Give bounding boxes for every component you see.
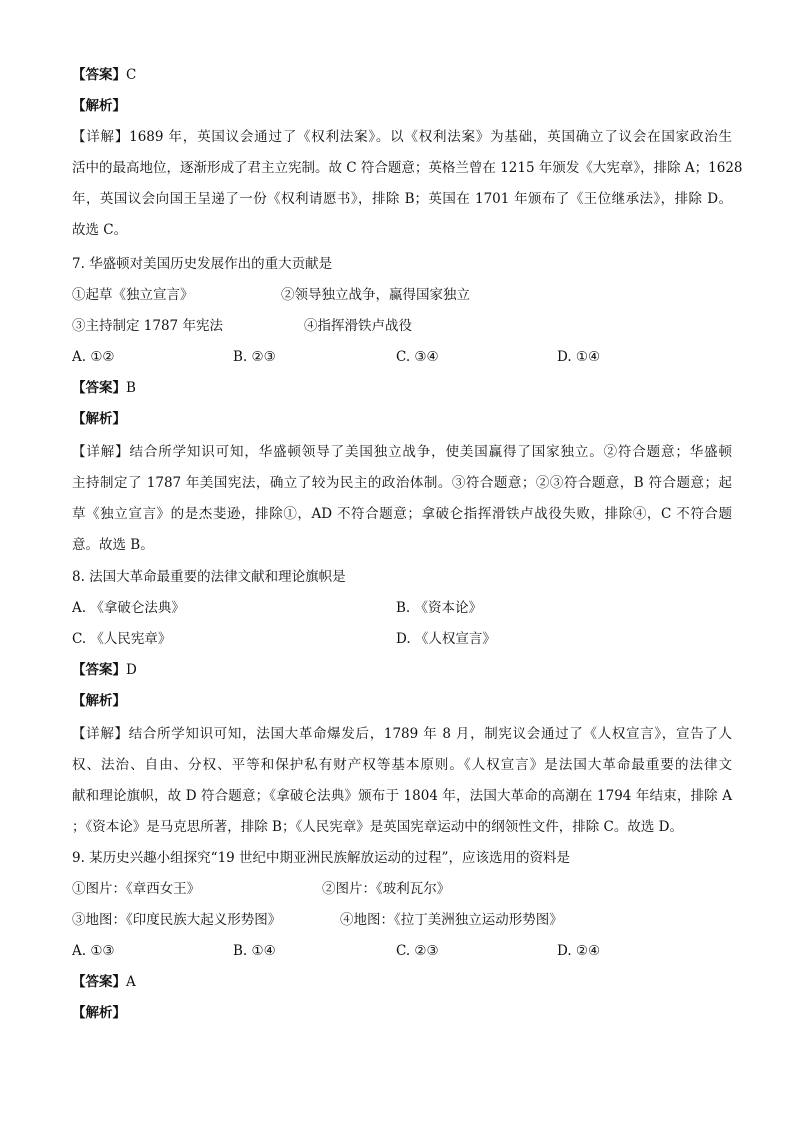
q8-detail-line: 【详解】结合所学知识可知，法国大革命爆发后，1789 年 8 月，制宪议会通过了《人权宣言》，宣告了人 (72, 726, 732, 742)
answer-value: B (126, 380, 136, 396)
q9-option-d: D. ②④ (557, 943, 601, 959)
q7-detail-line: 【详解】结合所学知识可知，华盛顿领导了美国独立战争，使美国赢得了国家独立。②符合题意；华盛顿 (72, 444, 732, 460)
q9-option-b: B. ①④ (233, 943, 276, 959)
q7-option-b: B. ②③ (233, 349, 276, 365)
q7-stem: 7. 华盛顿对美国历史发展作出的重大贡献是 (72, 256, 333, 272)
q9-item: ①图片：《章西女王》 (72, 881, 201, 897)
answer-tag: 【答案】 (72, 67, 126, 83)
q7-item: ③主持制定 1787 年宪法 (72, 318, 223, 334)
q7-option-c: C. ③④ (396, 349, 439, 365)
answer-tag: 【答案】 (72, 974, 126, 990)
q7-option-a: A. ①② (72, 349, 115, 365)
answer-tag: 【答案】 (72, 662, 126, 678)
q8-option-b: B. 《资本论》 (396, 600, 483, 616)
q8-stem: 8. 法国大革命最重要的法律文献和理论旗帜是 (72, 569, 346, 585)
q8-option-c: C. 《人民宪章》 (72, 631, 172, 647)
q6-detail-line: 故选 C。 (72, 222, 128, 238)
q8-detail-line: 权、法治、自由、分权、平等和保护私有财产权等基本原则。《人权宣言》是法国大革命最重要的法律文 (72, 757, 732, 773)
q7-item: ②领导独立战争，赢得国家独立 (281, 287, 470, 303)
q8-option-d: D. 《人权宣言》 (396, 631, 496, 647)
q7-detail-line: 意。故选 B。 (72, 537, 154, 553)
q7-item: ①起草《独立宣言》 (72, 287, 194, 303)
q6-detail-line: 活中的最高地位，逐渐形成了君主立宪制。故 C 符合题意；英格兰曾在 1215 年颁发《大宪章》，排除 A；1628 (72, 160, 743, 176)
answer-value: C (126, 67, 137, 83)
q9-item: ④地图：《拉丁美洲独立运动形势图》 (340, 912, 563, 928)
q6-answer (72, 65, 732, 85)
q9-stem: 9. 某历史兴趣小组探究“19 世纪中期亚洲民族解放运动的过程”，应该选用的资料是 (72, 850, 570, 866)
q9-item: ③地图：《印度民族大起义形势图》 (72, 912, 282, 928)
q6-detail-line: 【详解】1689 年，英国议会通过了《权利法案》。以《权利法案》为基础，英国确立了议会在国家政治生 (72, 129, 732, 145)
q9-analysis-heading: 【解析】 (72, 1005, 126, 1021)
q8-option-a: A. 《拿破仑法典》 (72, 600, 185, 616)
q7-answer (72, 378, 732, 398)
q8-answer (72, 660, 732, 680)
q7-analysis-heading: 【解析】 (72, 411, 126, 427)
q8-detail-line: ；《资本论》是马克思所著，排除 B；《人民宪章》是英国宪章运动中的纲领性文件，排除 C。故选 D。 (72, 819, 683, 835)
q7-option-d: D. ①④ (557, 349, 601, 365)
q9-option-a: A. ①③ (72, 943, 115, 959)
q9-option-c: C. ②③ (396, 943, 439, 959)
answer-value: A (126, 974, 136, 990)
q7-detail-line: 主持制定了 1787 年美国宪法，确立了较为民主的政治体制。③符合题意；②③符合题意，B 符合题意；起 (72, 475, 732, 491)
q9-item: ②图片：《玻利瓦尔》 (322, 881, 451, 897)
answer-tag: 【答案】 (72, 380, 126, 396)
q7-detail-line: 草《独立宣言》的是杰斐逊，排除①，AD 不符合题意；拿破仑指挥滑铁卢战役失败，排除④，C 不符合题 (72, 506, 732, 522)
q8-detail-line: 献和理论旗帜，故 D 符合题意；《拿破仑法典》颁布于 1804 年，法国大革命的高潮在 1794 年结束，排除 A (72, 788, 732, 804)
q6-detail-line: 年，英国议会向国王呈递了一份《权利请愿书》，排除 B；英国在 1701 年颁布了《王位继承法》，排除 D。 (72, 191, 732, 207)
q7-item: ④指挥滑铁卢战役 (304, 318, 412, 334)
q6-analysis-heading: 【解析】 (72, 98, 126, 114)
q9-answer (72, 972, 732, 992)
q8-analysis-heading: 【解析】 (72, 693, 126, 709)
answer-value: D (126, 662, 137, 678)
